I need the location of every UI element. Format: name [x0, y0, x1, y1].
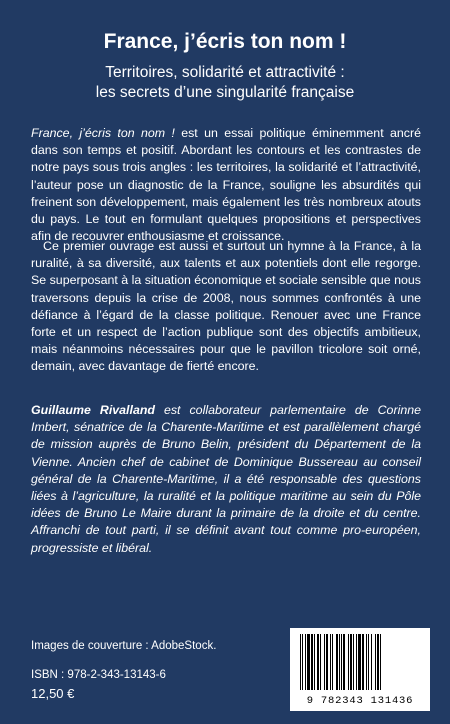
- summary-paragraph-1: [31, 125, 421, 245]
- summary-paragraph-1-text: est un essai politique éminemment ancré dans son temps et positif. Abordant les contours et les contrastes de notre pays sous trois angles : les territoires, la solidarité et l’attractivité, l’auteur pose un diagnostic de la France, souligne les absurdités qui freinent son développement, mais également les très nombreux atouts du pays. Le tout en formulant quelques propositions et perspectives afin de recouvrer enthousiasme et croissance.: [31, 126, 421, 244]
- book-title: France, j’écris ton nom !: [103, 30, 347, 53]
- author-biography: [31, 402, 421, 557]
- subtitle-line-2: les secrets d’une singularité française: [95, 84, 355, 101]
- isbn: ISBN : 978-2-343-13143-6: [31, 669, 166, 681]
- subtitle-line-1: Territoires, solidarité et attractivité :: [105, 64, 345, 81]
- image-credits: Images de couverture : AdobeStock.: [31, 640, 217, 652]
- barcode: [290, 628, 430, 711]
- summary-paragraph-2: Ce premier ouvrage est aussi et surtout un hymne à la France, à la ruralité, à sa diversité, aux talents et aux potentiels dont elle regorge. Se superposant à la situation économique et sociale sensible que nous traversons depuis la crise de 2008, nous sommes confrontés à une défiance à l’égard de la classe politique. Renouer avec une France forte et un respect de l’action publique sont des objectifs ambitieux, mais néanmoins nécessaires pour que le pavillon tricolore soit orné, demain, avec davantage de fierté encore.: [31, 239, 421, 374]
- author-bio-text: est collaborateur parlementaire de Corinne Imbert, sénatrice de la Charente-Maritime et est parallèlement chargé de mission auprès de Bruno Belin, président du Département de la Vienne. Ancien chef de cabinet de Dominique Bussereau au conseil général de la Charente-Maritime, il a été responsable des questions liées à l’agriculture, la ruralité et la politique maritime au sein du Pôle idées de Bruno Le Maire durant la primaire de la droite et du centre. Affranchi de tout parti, il se définit avant tout comme pro-européen, progressiste et libéral.: [31, 403, 422, 555]
- barcode-digits: 9 782343 131436: [306, 695, 414, 707]
- summary-title-reference: France, j’écris ton nom !: [31, 126, 175, 140]
- barcode-bars: [296, 634, 424, 690]
- price: 12,50 €: [31, 686, 75, 701]
- author-name: Guillaume Rivalland: [31, 403, 155, 417]
- book-subtitle: [0, 63, 450, 103]
